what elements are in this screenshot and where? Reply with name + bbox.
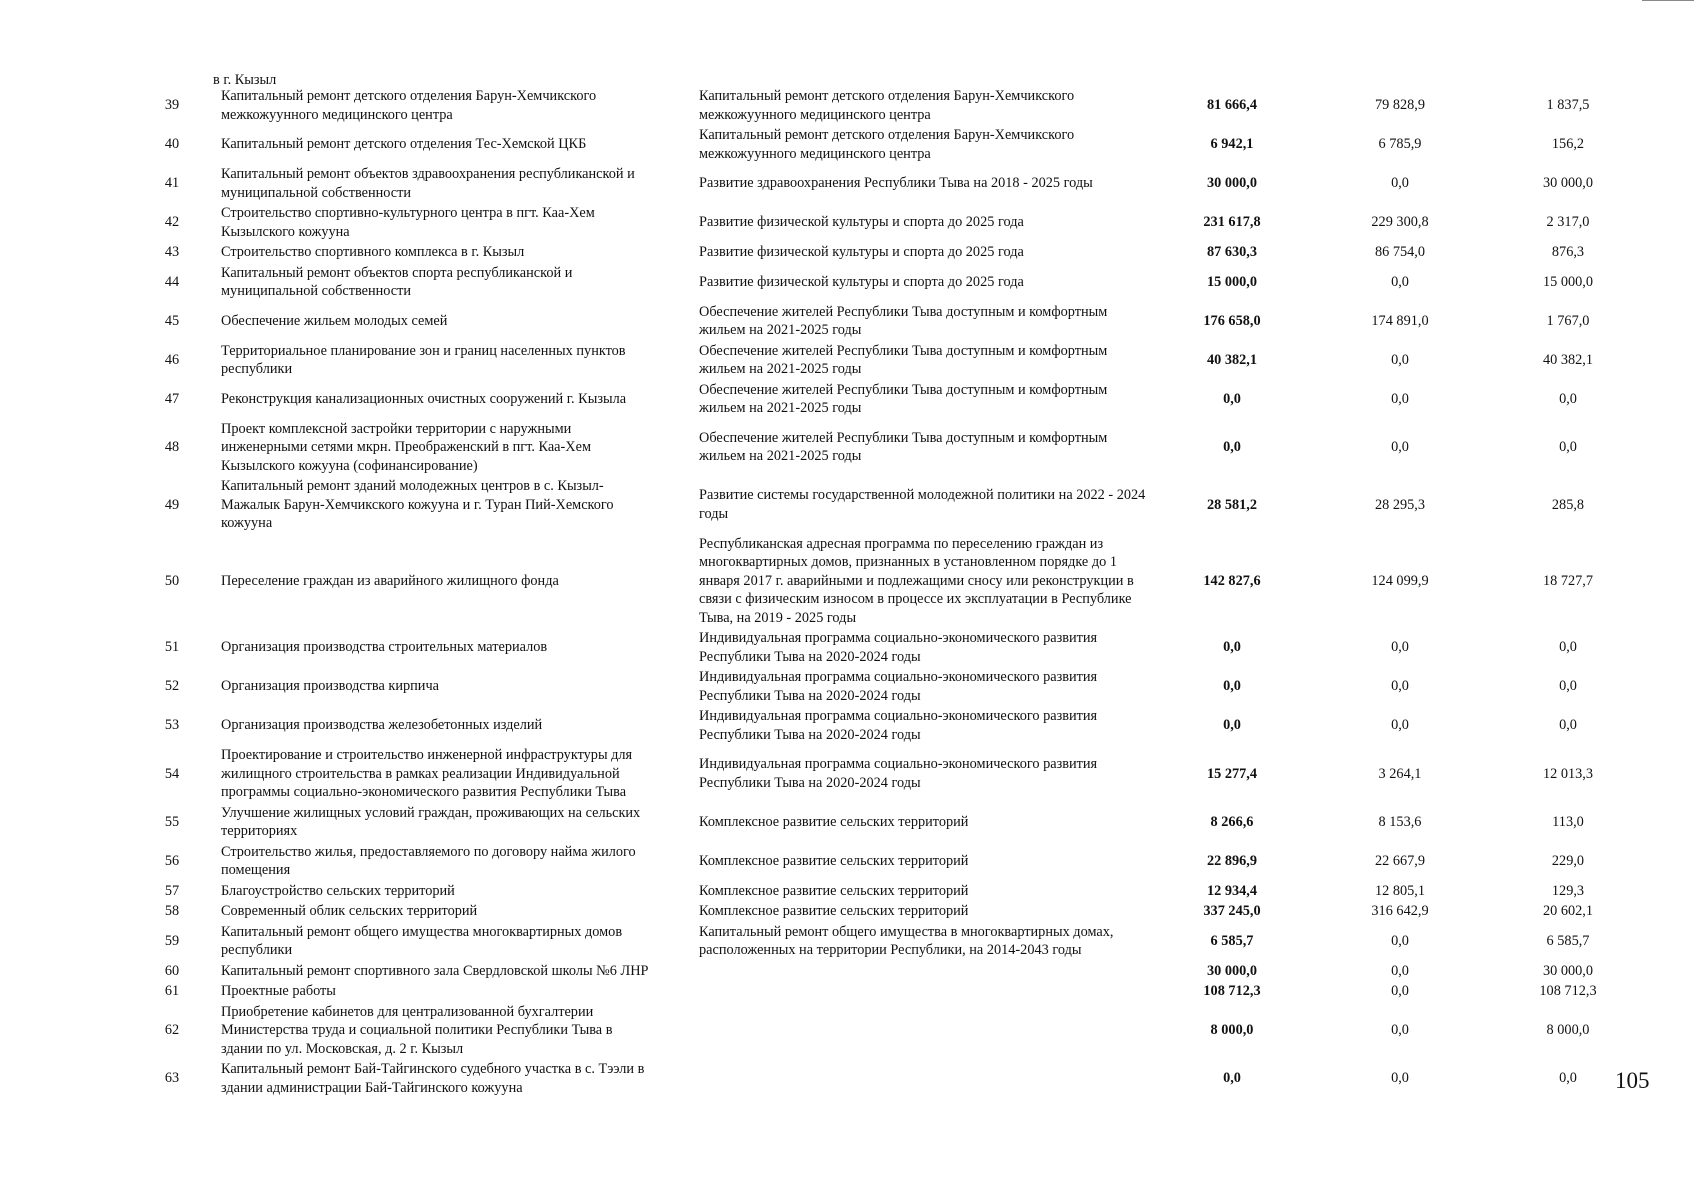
project-name: Капитальный ремонт детского отделения Барун-Хемчикского межкожуунного медицинского центра <box>221 88 597 123</box>
regional-amount: 129,3 <box>1551 882 1585 899</box>
program-name <box>655 1059 1153 1098</box>
page-number: 105 <box>1615 1068 1650 1093</box>
federal-amount: 6 785,9 <box>1378 136 1422 153</box>
total-amount: 176 658,0 <box>1203 312 1261 329</box>
table-row <box>143 981 1647 1002</box>
projects-table <box>143 86 1647 1098</box>
total-amount: 142 827,6 <box>1203 572 1261 589</box>
row-number: 44 <box>164 273 180 290</box>
program-name <box>655 961 1153 982</box>
regional-amount: 0,0 <box>1559 390 1577 407</box>
regional-amount: 0,0 <box>1559 1070 1577 1087</box>
federal-amount: 79 828,9 <box>1374 97 1426 114</box>
project-name: Строительство спортивно-культурного центра в пгт. Каа-Хем Кызылского кожууна <box>221 205 595 240</box>
total-amount: 0,0 <box>1223 439 1241 455</box>
row-number: 63 <box>164 1070 180 1087</box>
federal-amount: 0,0 <box>1391 717 1409 734</box>
project-name: Приобретение кабинетов для централизованной бухгалтерии Министерства труда и социальной политики Республики Тыва в здании по ул. Московская, д. 2 г. Кызыл <box>221 1003 613 1057</box>
table-row <box>143 203 1647 242</box>
federal-amount: 174 891,0 <box>1371 312 1429 329</box>
total-amount: 0,0 <box>1223 639 1241 656</box>
regional-amount: 18 727,7 <box>1542 572 1594 589</box>
table-row <box>143 302 1647 341</box>
regional-amount: 20 602,1 <box>1542 903 1594 919</box>
row-number: 58 <box>164 903 180 919</box>
total-amount: 6 585,7 <box>1210 932 1254 949</box>
project-name: Современный облик сельских территорий <box>221 903 478 919</box>
row-number: 49 <box>164 496 180 513</box>
table-row <box>143 881 1647 902</box>
program-name: Развитие системы государственной молодежной политики на 2022 - 2024 годы <box>699 487 1146 522</box>
project-name: Строительство жилья, предоставляемого по договору найма жилого помещения <box>221 843 636 878</box>
program-name: Развитие здравоохранения Республики Тыва на 2018 - 2025 годы <box>699 175 1093 192</box>
table-row <box>143 419 1647 477</box>
row-number: 53 <box>164 717 180 734</box>
total-amount: 8 266,6 <box>1210 813 1254 830</box>
federal-amount: 22 667,9 <box>1374 852 1426 869</box>
federal-amount: 28 295,3 <box>1374 496 1426 513</box>
program-name: Индивидуальная программа социально-экономического развития Республики Тыва на 2020-2024 годы <box>699 708 1098 743</box>
federal-amount: 316 642,9 <box>1371 903 1429 919</box>
federal-amount: 86 754,0 <box>1374 244 1426 260</box>
program-name <box>655 981 1153 1002</box>
project-name: Территориальное планирование зон и границ населенных пунктов республики <box>221 342 626 377</box>
regional-amount: 30 000,0 <box>1542 175 1594 192</box>
table-row <box>143 1059 1647 1098</box>
program-name: Обеспечение жителей Республики Тыва доступным и комфортным жильем на 2021-2025 годы <box>699 342 1108 377</box>
project-name: Благоустройство сельских территорий <box>221 882 455 899</box>
table-row <box>143 86 1647 125</box>
regional-amount: 1 837,5 <box>1546 97 1590 114</box>
federal-amount: 124 099,9 <box>1371 572 1429 589</box>
total-amount: 0,0 <box>1223 390 1241 407</box>
project-name: Улучшение жилищных условий граждан, проживающих на сельских территориях <box>221 804 641 839</box>
table-row <box>143 1002 1647 1060</box>
regional-amount: 12 013,3 <box>1542 765 1594 782</box>
row-number: 43 <box>164 244 180 260</box>
row-number: 42 <box>164 214 180 231</box>
row-number: 50 <box>164 572 180 589</box>
total-amount: 22 896,9 <box>1206 852 1258 869</box>
federal-amount: 0,0 <box>1391 439 1409 455</box>
row-number: 62 <box>164 1022 180 1038</box>
row-number: 54 <box>164 765 180 782</box>
federal-amount: 12 805,1 <box>1374 882 1426 899</box>
row-number: 46 <box>164 351 180 368</box>
regional-amount: 229,0 <box>1551 852 1585 869</box>
program-name: Комплексное развитие сельских территорий <box>699 882 969 899</box>
federal-amount: 0,0 <box>1391 1022 1409 1038</box>
federal-amount: 229 300,8 <box>1371 214 1429 231</box>
regional-amount: 8 000,0 <box>1546 1022 1590 1038</box>
project-name: Проект комплексной застройки территории с наружными инженерными сетями мкрн. Преображенский в пгт. Каа-Хем Кызылского кожууна (софинансирование) <box>221 420 591 474</box>
total-amount: 108 712,3 <box>1203 983 1261 999</box>
table-row <box>143 745 1647 803</box>
total-amount: 81 666,4 <box>1206 97 1258 114</box>
regional-amount: 15 000,0 <box>1542 273 1594 290</box>
row-number: 40 <box>164 136 180 153</box>
total-amount: 87 630,3 <box>1206 244 1258 260</box>
program-name: Капитальный ремонт детского отделения Барун-Хемчикского межкожуунного медицинского центра <box>699 127 1075 162</box>
project-name: Проектные работы <box>221 983 336 999</box>
row-number: 55 <box>164 813 180 830</box>
project-name: Организация производства кирпича <box>221 678 439 695</box>
regional-amount: 113,0 <box>1552 813 1584 830</box>
program-name: Комплексное развитие сельских территорий <box>699 903 969 919</box>
regional-amount: 40 382,1 <box>1542 351 1594 368</box>
table-row <box>143 803 1647 842</box>
program-name <box>655 1002 1153 1060</box>
program-name: Обеспечение жителей Республики Тыва доступным и комфортным жильем на 2021-2025 годы <box>699 303 1108 338</box>
federal-amount: 0,0 <box>1391 962 1409 979</box>
project-name: Организация производства железобетонных изделий <box>221 717 543 734</box>
row-number: 61 <box>164 983 180 999</box>
row-number: 51 <box>164 639 180 656</box>
program-name: Обеспечение жителей Республики Тыва доступным и комфортным жильем на 2021-2025 годы <box>699 429 1108 465</box>
total-amount: 0,0 <box>1223 1070 1241 1087</box>
regional-amount: 285,8 <box>1551 496 1585 513</box>
project-name: Переселение граждан из аварийного жилищного фонда <box>221 572 559 589</box>
table-row <box>143 842 1647 881</box>
project-name: Капитальный ремонт общего имущества многоквартирных домов республики <box>221 923 623 958</box>
program-name: Индивидуальная программа социально-экономического развития Республики Тыва на 2020-2024 годы <box>699 669 1098 704</box>
row-number: 48 <box>164 439 180 455</box>
table-row <box>143 922 1647 961</box>
row-number: 45 <box>164 312 180 329</box>
regional-amount: 1 767,0 <box>1546 312 1590 329</box>
table-row <box>143 534 1647 629</box>
table-row <box>143 380 1647 419</box>
program-name: Республиканская адресная программа по переселению граждан из многоквартирных домов, признанных в установленном порядке до 1 января 2017 г. аварийными и подлежащими сносу или реконструкции в связи с физическим износом в процессе их эксплуатации в Республике Тыва, на 2019 - 2025 годы <box>699 535 1134 626</box>
row-number: 39 <box>164 97 180 114</box>
row-number: 56 <box>164 852 180 869</box>
regional-amount: 108 712,3 <box>1539 983 1597 999</box>
total-amount: 6 942,1 <box>1210 136 1254 153</box>
federal-amount: 0,0 <box>1391 351 1409 368</box>
project-name: Капитальный ремонт объектов здравоохранения республиканской и муниципальной собственности <box>221 166 635 201</box>
program-name: Развитие физической культуры и спорта до 2025 года <box>699 214 1024 231</box>
total-amount: 15 000,0 <box>1206 273 1258 290</box>
preface-text: в г. Кызыл <box>213 72 277 88</box>
federal-amount: 8 153,6 <box>1378 813 1422 830</box>
program-name: Капитальный ремонт детского отделения Барун-Хемчикского межкожуунного медицинского центра <box>699 88 1075 123</box>
total-amount: 12 934,4 <box>1206 882 1258 899</box>
table-row <box>143 706 1647 745</box>
federal-amount: 3 264,1 <box>1378 765 1422 782</box>
program-name: Обеспечение жителей Республики Тыва доступным и комфортным жильем на 2021-2025 годы <box>699 381 1108 416</box>
program-name: Капитальный ремонт общего имущества в многоквартирных домах, расположенных на территории Республики, на 2014-2043 годы <box>699 923 1114 958</box>
total-amount: 8 000,0 <box>1210 1022 1254 1038</box>
regional-amount: 0,0 <box>1559 717 1577 734</box>
table-row <box>143 667 1647 706</box>
federal-amount: 0,0 <box>1391 390 1409 407</box>
regional-amount: 2 317,0 <box>1546 214 1590 231</box>
total-amount: 0,0 <box>1223 678 1241 695</box>
project-name: Капитальный ремонт объектов спорта республиканской и муниципальной собственности <box>221 264 573 299</box>
table-row <box>143 901 1647 922</box>
project-name: Обеспечение жильем молодых семей <box>221 312 448 329</box>
project-name: Реконструкция канализационных очистных сооружений г. Кызыла <box>221 390 627 407</box>
table-row <box>143 242 1647 263</box>
program-name: Комплексное развитие сельских территорий <box>699 852 969 869</box>
regional-amount: 0,0 <box>1559 639 1577 656</box>
project-name: Строительство спортивного комплекса в г. Кызыл <box>221 244 525 260</box>
table-row <box>143 263 1647 302</box>
federal-amount: 0,0 <box>1391 1070 1409 1087</box>
project-name: Организация производства строительных материалов <box>221 639 548 656</box>
table-row <box>143 341 1647 380</box>
total-amount: 0,0 <box>1223 717 1241 734</box>
table-row <box>143 628 1647 667</box>
regional-amount: 0,0 <box>1559 678 1577 695</box>
regional-amount: 876,3 <box>1551 244 1585 260</box>
program-name: Индивидуальная программа социально-экономического развития Республики Тыва на 2020-2024 годы <box>699 756 1098 791</box>
total-amount: 30 000,0 <box>1206 962 1258 979</box>
federal-amount: 0,0 <box>1391 678 1409 695</box>
total-amount: 337 245,0 <box>1203 903 1261 919</box>
project-name: Капитальный ремонт детского отделения Тес-Хемской ЦКБ <box>221 136 587 153</box>
federal-amount: 0,0 <box>1391 639 1409 656</box>
row-number: 57 <box>164 882 180 899</box>
regional-amount: 0,0 <box>1559 439 1577 455</box>
projects-table-body <box>143 86 1647 1098</box>
program-name: Развитие физической культуры и спорта до 2025 года <box>699 244 1024 260</box>
row-number: 60 <box>164 962 180 979</box>
regional-amount: 156,2 <box>1551 136 1585 153</box>
program-name: Развитие физической культуры и спорта до 2025 года <box>699 273 1024 290</box>
federal-amount: 0,0 <box>1391 983 1409 999</box>
federal-amount: 0,0 <box>1391 932 1409 949</box>
regional-amount: 6 585,7 <box>1546 932 1590 949</box>
total-amount: 30 000,0 <box>1206 175 1258 192</box>
table-row <box>143 476 1647 534</box>
row-number: 41 <box>164 175 180 192</box>
table-row <box>143 961 1647 982</box>
row-number: 52 <box>164 678 180 695</box>
total-amount: 28 581,2 <box>1206 496 1258 513</box>
program-name: Комплексное развитие сельских территорий <box>699 813 969 830</box>
project-name: Проектирование и строительство инженерной инфраструктуры для жилищного строительства в рамках реализации Индивидуальной программы социально-экономического развития Республики Тыва <box>221 747 633 800</box>
project-name: Капитальный ремонт спортивного зала Свердловской школы №6 ЛНР <box>221 962 649 979</box>
total-amount: 40 382,1 <box>1206 351 1258 368</box>
project-name: Капитальный ремонт Бай-Тайгинского судебного участка в с. Тээли в здании администрации Бай-Тайгинского кожууна <box>221 1061 645 1096</box>
table-row <box>143 125 1647 164</box>
federal-amount: 0,0 <box>1391 273 1409 290</box>
row-number: 47 <box>164 390 180 407</box>
total-amount: 231 617,8 <box>1203 214 1261 231</box>
table-row <box>143 164 1647 203</box>
row-number: 59 <box>164 932 180 949</box>
project-name: Капитальный ремонт зданий молодежных центров в с. Кызыл-Мажалык Барун-Хемчикского кожууна и г. Туран Пий-Хемского кожууна <box>221 478 614 531</box>
total-amount: 15 277,4 <box>1206 765 1258 782</box>
scan-edge-mark <box>1642 0 1694 4</box>
regional-amount: 30 000,0 <box>1542 962 1594 979</box>
federal-amount: 0,0 <box>1391 175 1409 192</box>
program-name: Индивидуальная программа социально-экономического развития Республики Тыва на 2020-2024 годы <box>699 630 1098 665</box>
